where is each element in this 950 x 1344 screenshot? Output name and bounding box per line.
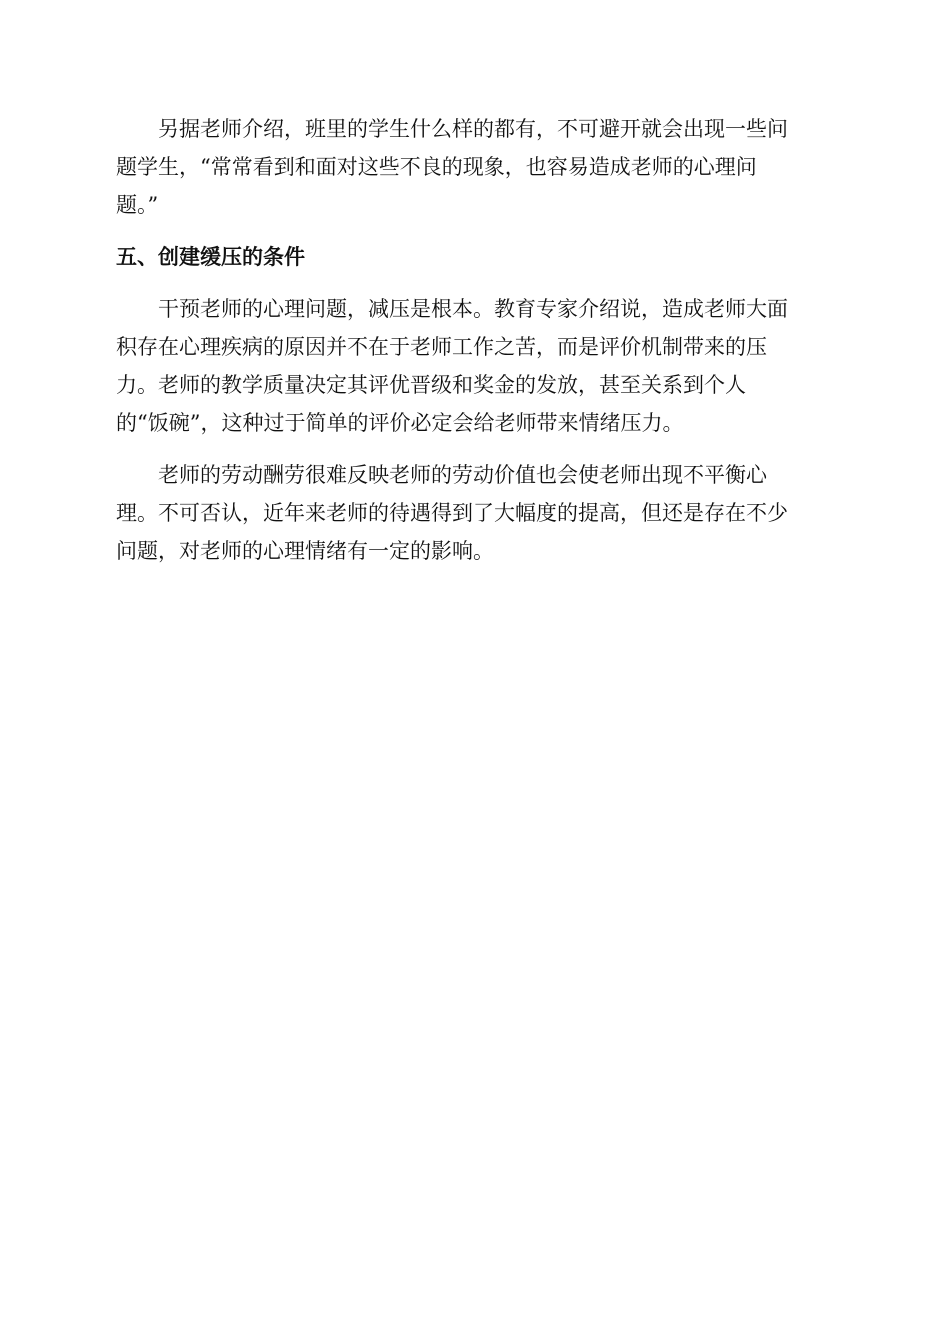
text-line: 问题，对老师的心理情绪有一定的影响。 <box>116 539 494 563</box>
paragraph-teacher-intro <box>116 110 832 224</box>
paragraph-teacher-pay <box>116 456 832 570</box>
text-line: 的“饭碗”，这种过于简单的评价必定会给老师带来情绪压力。 <box>116 411 684 435</box>
text-line: 力。老师的教学质量决定其评优晋级和奖金的发放，甚至关系到个人 <box>116 373 746 397</box>
text-line: 老师的劳动酬劳很难反映老师的劳动价值也会使老师出现不平衡心 <box>158 463 767 487</box>
text-line: 题。” <box>116 193 159 217</box>
document-body <box>116 110 832 570</box>
text-line: 另据老师介绍，班里的学生什么样的都有，不可避开就会出现一些问 <box>158 117 788 141</box>
text-line: 理。不可否认，近年来老师的待遇得到了大幅度的提高，但还是存在不少 <box>116 501 788 525</box>
text-line: 干预老师的心理问题，减压是根本。教育专家介绍说，造成老师大面 <box>158 297 788 321</box>
text-line: 题学生，“常常看到和面对这些不良的现象，也容易造成老师的心理问 <box>116 155 757 179</box>
section-heading-five: 五、创建缓压的条件 <box>116 245 305 269</box>
paragraph-reduce-pressure <box>116 290 832 442</box>
text-line: 积存在心理疾病的原因并不在于老师工作之苦，而是评价机制带来的压 <box>116 335 767 359</box>
